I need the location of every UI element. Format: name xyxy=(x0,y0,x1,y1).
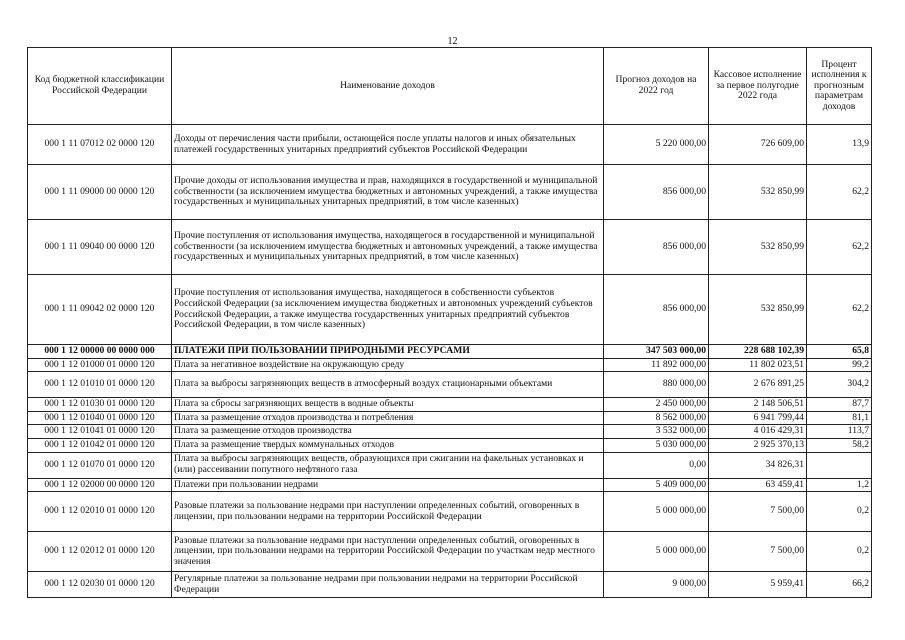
row-forecast: 5 000 000,00 xyxy=(604,532,709,572)
row-percent: 87,7 xyxy=(807,398,872,412)
row-code: 000 1 11 09000 00 0000 120 xyxy=(28,165,172,220)
row-name: Прочие поступления от использования имущества, находящегося в собственности субъектов Российской Федерации (за исключением имущества бюджетных и автономных учреждений субъектов Российской Федерации, а также имущества государственных унитарных предприятий субъектов Российской Федерации, в том числе казенных) xyxy=(172,275,604,345)
table-row xyxy=(28,438,872,452)
row-code: 000 1 11 09042 02 0000 120 xyxy=(28,275,172,345)
row-cash: 532 850,99 xyxy=(709,220,807,275)
row-cash: 5 959,41 xyxy=(709,572,807,598)
header-cash: Кассовое исполнение за первое полугодие 2022 года xyxy=(709,48,807,125)
row-cash: 2 925 370,13 xyxy=(709,438,807,452)
row-name: Разовые платежи за пользование недрами при наступлении определенных событий, оговоренных в лицензии, при пользовании недрами на территории Российской Федерации по участкам недр местного значения xyxy=(172,532,604,572)
table-row xyxy=(28,398,872,412)
table-header-row xyxy=(28,48,872,125)
row-percent: 81,1 xyxy=(807,411,872,425)
row-code: 000 1 12 01030 01 0000 120 xyxy=(28,398,172,412)
row-cash: 34 826,31 xyxy=(709,452,807,478)
row-code: 000 1 12 01070 01 0000 120 xyxy=(28,452,172,478)
row-name: Плата за выбросы загрязняющих веществ в атмосферный воздух стационарными объектами xyxy=(172,372,604,398)
row-cash: 7 500,00 xyxy=(709,492,807,532)
row-code: 000 1 12 01000 01 0000 120 xyxy=(28,358,172,372)
row-percent: 58,2 xyxy=(807,438,872,452)
table-row xyxy=(28,572,872,598)
row-code: 000 1 12 01010 01 0000 120 xyxy=(28,372,172,398)
row-name: Плата за размещение твердых коммунальных отходов xyxy=(172,438,604,452)
table-row xyxy=(28,165,872,220)
table-body xyxy=(28,125,872,598)
row-forecast: 856 000,00 xyxy=(604,165,709,220)
row-forecast: 9 000,00 xyxy=(604,572,709,598)
row-forecast: 5 000 000,00 xyxy=(604,492,709,532)
table-row xyxy=(28,532,872,572)
row-code: 000 1 12 02012 01 0000 120 xyxy=(28,532,172,572)
row-cash: 532 850,99 xyxy=(709,165,807,220)
header-code: Код бюджетной классификации Российской Федерации xyxy=(28,48,172,125)
row-forecast: 880 000,00 xyxy=(604,372,709,398)
revenue-table xyxy=(27,47,872,598)
table-row xyxy=(28,125,872,165)
row-forecast: 3 532 000,00 xyxy=(604,425,709,439)
row-forecast: 5 409 000,00 xyxy=(604,478,709,492)
row-code: 000 1 12 01042 01 0000 120 xyxy=(28,438,172,452)
row-name: Регулярные платежи за пользование недрами при пользовании недрами на территории Российской Федерации xyxy=(172,572,604,598)
table-row xyxy=(28,275,872,345)
row-forecast: 5 220 000,00 xyxy=(604,125,709,165)
row-code: 000 1 12 02010 01 0000 120 xyxy=(28,492,172,532)
table-row xyxy=(28,220,872,275)
row-percent: 65,8 xyxy=(807,345,872,359)
row-forecast: 347 503 000,00 xyxy=(604,345,709,359)
row-cash: 6 941 799,44 xyxy=(709,411,807,425)
row-code: 000 1 11 09040 00 0000 120 xyxy=(28,220,172,275)
row-cash: 2 148 506,51 xyxy=(709,398,807,412)
row-code: 000 1 12 00000 00 0000 000 xyxy=(28,345,172,359)
row-cash: 228 688 102,39 xyxy=(709,345,807,359)
row-name: Плата за негативное воздействие на окружающую среду xyxy=(172,358,604,372)
table-row xyxy=(28,358,872,372)
row-code: 000 1 11 07012 02 0000 120 xyxy=(28,125,172,165)
table-row xyxy=(28,345,872,359)
row-percent: 62,2 xyxy=(807,275,872,345)
row-forecast: 0,00 xyxy=(604,452,709,478)
row-percent: 113,7 xyxy=(807,425,872,439)
header-percent: Процент исполнения к прогнозным параметрам доходов xyxy=(807,48,872,125)
row-percent: 0,2 xyxy=(807,532,872,572)
row-name: Разовые платежи за пользование недрами при наступлении определенных событий, оговоренных в лицензии, при пользовании недрами на территории Российской Федерации xyxy=(172,492,604,532)
row-cash: 11 802 023,51 xyxy=(709,358,807,372)
row-name: Плата за размещение отходов производства и потребления xyxy=(172,411,604,425)
row-forecast: 2 450 000,00 xyxy=(604,398,709,412)
row-cash: 2 676 891,25 xyxy=(709,372,807,398)
table-row xyxy=(28,425,872,439)
table-row xyxy=(28,492,872,532)
row-code: 000 1 12 02000 00 0000 120 xyxy=(28,478,172,492)
row-percent: 99,2 xyxy=(807,358,872,372)
row-percent: 13,9 xyxy=(807,125,872,165)
row-cash: 532 850,99 xyxy=(709,275,807,345)
row-cash: 7 500,00 xyxy=(709,532,807,572)
header-name: Наименование доходов xyxy=(172,48,604,125)
row-percent: 0,2 xyxy=(807,492,872,532)
table-row xyxy=(28,452,872,478)
row-name: Плата за размещение отходов производства xyxy=(172,425,604,439)
row-name: Прочие поступления от использования имущества, находящегося в государственной и муниципальной собственности (за исключением имущества бюджетных и автономных учреждений, а также имущества государственных и муниципальных унитарных предприятий, в том числе казенных) xyxy=(172,220,604,275)
row-name: Доходы от перечисления части прибыли, остающейся после уплаты налогов и иных обязательных платежей государственных унитарных предприятий субъектов Российской Федерации xyxy=(172,125,604,165)
row-cash: 4 016 429,31 xyxy=(709,425,807,439)
row-code: 000 1 12 01040 01 0000 120 xyxy=(28,411,172,425)
page-number: 12 xyxy=(447,36,458,47)
header-forecast: Прогноз доходов на 2022 год xyxy=(604,48,709,125)
row-cash: 726 609,00 xyxy=(709,125,807,165)
row-forecast: 5 030 000,00 xyxy=(604,438,709,452)
row-percent xyxy=(807,452,872,478)
table-row xyxy=(28,372,872,398)
row-forecast: 856 000,00 xyxy=(604,220,709,275)
table-row xyxy=(28,478,872,492)
row-percent: 1,2 xyxy=(807,478,872,492)
row-name: Платежи при пользовании недрами xyxy=(172,478,604,492)
row-percent: 62,2 xyxy=(807,220,872,275)
row-forecast: 8 562 000,00 xyxy=(604,411,709,425)
row-forecast: 11 892 000,00 xyxy=(604,358,709,372)
row-name: ПЛАТЕЖИ ПРИ ПОЛЬЗОВАНИИ ПРИРОДНЫМИ РЕСУРСАМИ xyxy=(172,345,604,359)
row-percent: 304,2 xyxy=(807,372,872,398)
row-code: 000 1 12 01041 01 0000 120 xyxy=(28,425,172,439)
row-name: Плата за выбросы загрязняющих веществ, образующихся при сжигании на факельных установках и (или) рассеивании попутного нефтяного газа xyxy=(172,452,604,478)
row-code: 000 1 12 02030 01 0000 120 xyxy=(28,572,172,598)
row-percent: 62,2 xyxy=(807,165,872,220)
row-name: Прочие доходы от использования имущества и прав, находящихся в государственной и муниципальной собственности (за исключением имущества бюджетных и автономных учреждений, а также имущества государственных и муниципальных унитарных предприятий, в том числе казенных) xyxy=(172,165,604,220)
row-percent: 66,2 xyxy=(807,572,872,598)
row-forecast: 856 000,00 xyxy=(604,275,709,345)
row-name: Плата за сбросы загрязняющих веществ в водные объекты xyxy=(172,398,604,412)
row-cash: 63 459,41 xyxy=(709,478,807,492)
table-row xyxy=(28,411,872,425)
